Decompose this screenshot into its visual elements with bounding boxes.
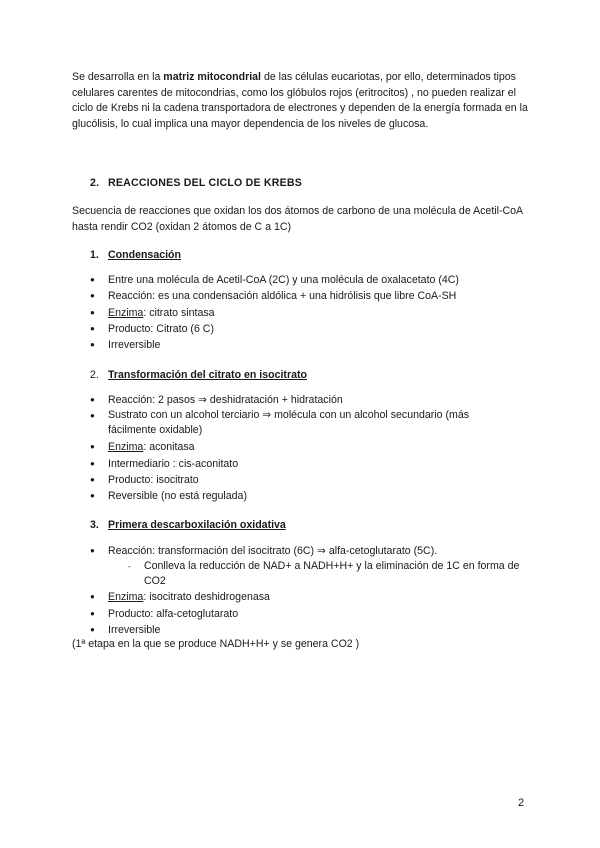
subsection-3-number: 3.	[90, 519, 99, 531]
list-item	[90, 439, 520, 455]
list-item: ● Intermediario : cis-aconitato	[90, 456, 520, 472]
subsection-3-title: Primera descarboxilación oxidativa	[108, 519, 286, 531]
list-item: ● Producto: isocitrato	[90, 472, 520, 488]
subsection-2-title: Transformación del citrato en isocitrato	[108, 369, 307, 381]
enzyme-label: Enzima	[108, 591, 144, 604]
list-item: ● Sustrato con un alcohol terciario ⇒ molécula con un alcohol secundario (más fácilmente oxidable)	[90, 408, 520, 438]
list-item: ● Reacción: 2 pasos ⇒ deshidratación + hidratación	[90, 392, 520, 408]
enzyme-value: : isocitrato deshidrogenasa	[143, 591, 270, 604]
list-item: ● Producto: Citrato (6 C)	[90, 321, 520, 337]
list-item	[90, 305, 520, 321]
subsection-2-number: 2.	[90, 369, 99, 381]
subsection-3-heading	[90, 519, 286, 531]
list-item: ● Entre una molécula de Acetil-CoA (2C) y una molécula de oxalacetato (4C)	[90, 272, 520, 288]
subsection-3-list	[90, 543, 520, 638]
footnote: (1ª etapa en la que se produce NADH+H+ y se genera CO2 )	[72, 638, 360, 650]
reaction-text: Reacción: transformación del isocitrato (6C) ⇒ alfa-cetoglutarato (5C).	[108, 545, 438, 557]
list-item: ● Reversible (no está regulada)	[90, 488, 520, 504]
page-number: 2	[518, 797, 525, 809]
section-number: 2.	[90, 177, 100, 189]
subsection-1-number: 1.	[90, 249, 99, 261]
subsection-1-list	[90, 272, 520, 353]
intro-text-rest: de las células eucariotas, por ello, determinados tipos celulares carentes de mitocondrias, como los glóbulos rojos (eritrocitos) , no pueden realizar el ciclo de Krebs ni la cadena transportadora de electrones y dependen de la energía formada en la glucólisis, lo cual implica una mayor dependencia de los niveles de glucosa.	[72, 71, 528, 130]
list-item: ● Reacción: es una condensación aldólica + una hidrólisis que libre CoA-SH	[90, 288, 520, 304]
subsection-1-title: Condensación	[108, 249, 181, 261]
enzyme-value: : aconitasa	[143, 441, 195, 454]
dash-list	[90, 559, 520, 589]
subsection-2-heading	[90, 369, 307, 381]
intro-text-start: Se desarrolla en la	[72, 71, 164, 83]
list-item: ● Irreversible	[90, 337, 520, 353]
enzyme-value: : citrato sintasa	[143, 306, 215, 319]
sequence-paragraph: Secuencia de reacciones que oxidan los dos átomos de carbono de una molécula de Acetil-CoA hasta rendir CO2 (oxidan 2 átomos de C a 1C)	[72, 205, 523, 233]
enzyme-label: Enzima	[108, 306, 144, 319]
list-item: ● Irreversible	[90, 622, 520, 638]
list-item	[90, 543, 520, 559]
subsection-1-heading	[90, 249, 181, 261]
subsection-2-list	[90, 392, 520, 504]
section-title: REACCIONES DEL CICLO DE KREBS	[108, 177, 302, 189]
intro-bold-term: matriz mitocondrial	[163, 71, 261, 83]
list-item	[90, 589, 520, 605]
intro-paragraph	[72, 70, 532, 132]
dash-item	[90, 559, 520, 589]
dash-item-text: - Conlleva la reducción de NAD+ a NADH+H+ y la eliminación de 1C en forma de CO2	[144, 560, 520, 588]
dash-item-container	[90, 559, 520, 589]
list-item: ● Producto: alfa-cetoglutarato	[90, 606, 520, 622]
section-heading	[90, 177, 302, 189]
enzyme-label: Enzima	[108, 441, 144, 454]
